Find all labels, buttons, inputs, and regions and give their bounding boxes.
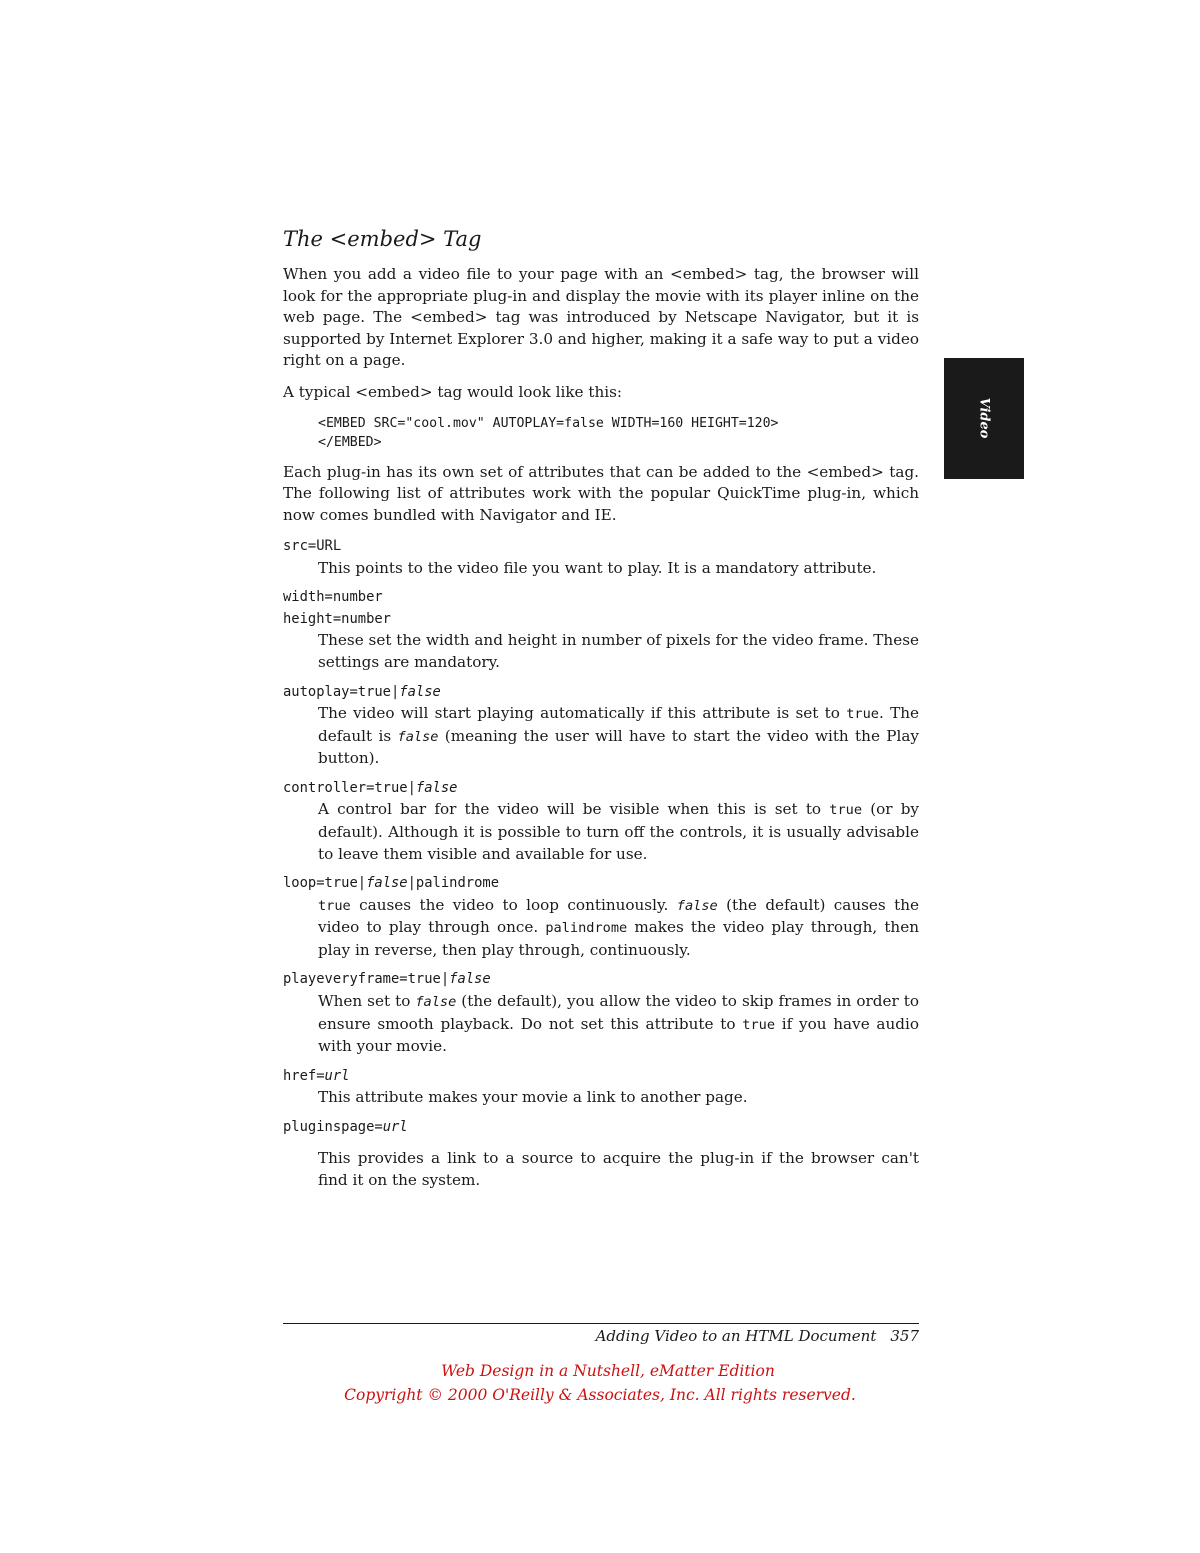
term-part-italic: url <box>324 1067 350 1084</box>
inline-code: false <box>397 728 439 745</box>
desc-part: if you have audio with your movie. <box>318 1014 919 1056</box>
attribute-desc-loop <box>318 895 919 962</box>
inline-code: true <box>846 706 879 723</box>
desc-part: (the default), you allow the video to skip frames in order to ensure smooth playback. Do not set this attribute to <box>318 991 919 1033</box>
attribute-desc-pluginspage: This provides a link to a source to acquire the plug-in if the browser can't find it on the system. <box>318 1149 919 1189</box>
desc-part: (the default) causes the video to play through once. <box>318 895 919 937</box>
inline-code: true <box>318 897 351 914</box>
attribute-term-height: height=number <box>283 610 391 627</box>
thumb-tab-label: Video <box>976 397 992 439</box>
attribute-term-width: width=number <box>283 589 383 606</box>
term-part: pluginspage= <box>283 1118 383 1135</box>
desc-part: (or by default). Although it is possible to turn off the controls, it is usually advisable to leave them visible and available for use. <box>318 800 919 863</box>
term-part-italic: false <box>366 875 408 892</box>
page-number: 357 <box>890 1327 919 1345</box>
term-part: controller=true| <box>283 779 416 796</box>
attributes-intro-paragraph: Each plug-in has its own set of attributes that can be added to the <embed> tag. The following list of attributes work with the popular QuickTime plug-in, which now comes bundled with Navigator and IE. <box>283 462 919 524</box>
inline-code: palindrome <box>545 920 628 937</box>
attribute-desc-autoplay <box>318 703 919 770</box>
desc-part: When set to <box>318 991 416 1010</box>
desc-part: (meaning the user will have to start the video with the Play button). <box>318 726 920 768</box>
attribute-term-autoplay <box>283 682 919 704</box>
term-part-italic: url <box>382 1118 408 1135</box>
desc-part: makes the video play through, then play in reverse, then play through, continuously. <box>318 918 919 959</box>
desc-part: . The default is <box>318 704 919 745</box>
inline-code: false <box>676 897 718 914</box>
typical-paragraph: A typical <embed> tag would look like this: <box>283 382 623 401</box>
attribute-term-loop <box>283 873 919 895</box>
term-part-italic: false <box>399 683 441 700</box>
attribute-term-pluginspage <box>283 1117 919 1139</box>
running-footer <box>283 1325 919 1347</box>
attribute-term-href <box>283 1066 919 1088</box>
running-title: Adding Video to an HTML Document <box>595 1327 877 1345</box>
chapter-thumb-tab <box>944 358 1024 479</box>
attribute-desc-controller <box>318 799 919 865</box>
code-line: <EMBED SRC="cool.mov" AUTOPLAY=false WIDTH=160 HEIGHT=120> <box>318 415 779 431</box>
term-part-italic: false <box>449 971 491 988</box>
section-title: The <embed> Tag <box>283 227 482 251</box>
attribute-term-controller <box>283 778 919 800</box>
edition-line: Web Design in a Nutshell, eMatter Edition <box>441 1362 775 1380</box>
attribute-term-src: src=URL <box>283 538 342 555</box>
attribute-desc-src: This points to the video file you want to play. It is a mandatory attribute. <box>318 558 877 577</box>
attribute-desc-size: These set the width and height in number of pixels for the video frame. These settings are mandatory. <box>318 631 919 672</box>
copyright-line: Copyright © 2000 O'Reilly & Associates, Inc. All rights reserved. <box>344 1386 856 1404</box>
desc-part: A control bar for the video will be visible when this is set to <box>318 800 830 819</box>
term-part: loop=true| <box>283 875 367 892</box>
term-part: |palindrome <box>407 875 499 892</box>
footer-rule <box>283 1323 919 1324</box>
term-part: autoplay=true| <box>283 683 400 700</box>
code-line: </EMBED> <box>318 435 382 451</box>
inline-code: false <box>415 993 457 1010</box>
attribute-desc-href: This attribute makes your movie a link to another page. <box>318 1088 748 1107</box>
page-content <box>283 226 919 1200</box>
desc-part: The video will start playing automatically if this attribute is set to <box>318 704 847 723</box>
inline-code: true <box>742 1016 776 1033</box>
term-part: href= <box>283 1067 325 1084</box>
intro-paragraph: When you add a video file to your page with an <embed> tag, the browser will look for the appropriate plug-in and display the movie with its player inline on the web page. The <embed> tag was introduced by Netscape Navigator, but it is supported by Internet Explorer 3.0 and higher, making it a safe way to put a video right on a page. <box>283 265 919 370</box>
attribute-term-playeveryframe <box>283 969 919 991</box>
inline-code: true <box>829 802 863 819</box>
desc-part: causes the video to loop continuously. <box>350 895 677 914</box>
term-part: playeveryframe=true| <box>283 971 450 988</box>
term-part-italic: false <box>415 779 458 796</box>
code-example <box>318 414 919 453</box>
attribute-desc-playeveryframe <box>318 991 919 1058</box>
